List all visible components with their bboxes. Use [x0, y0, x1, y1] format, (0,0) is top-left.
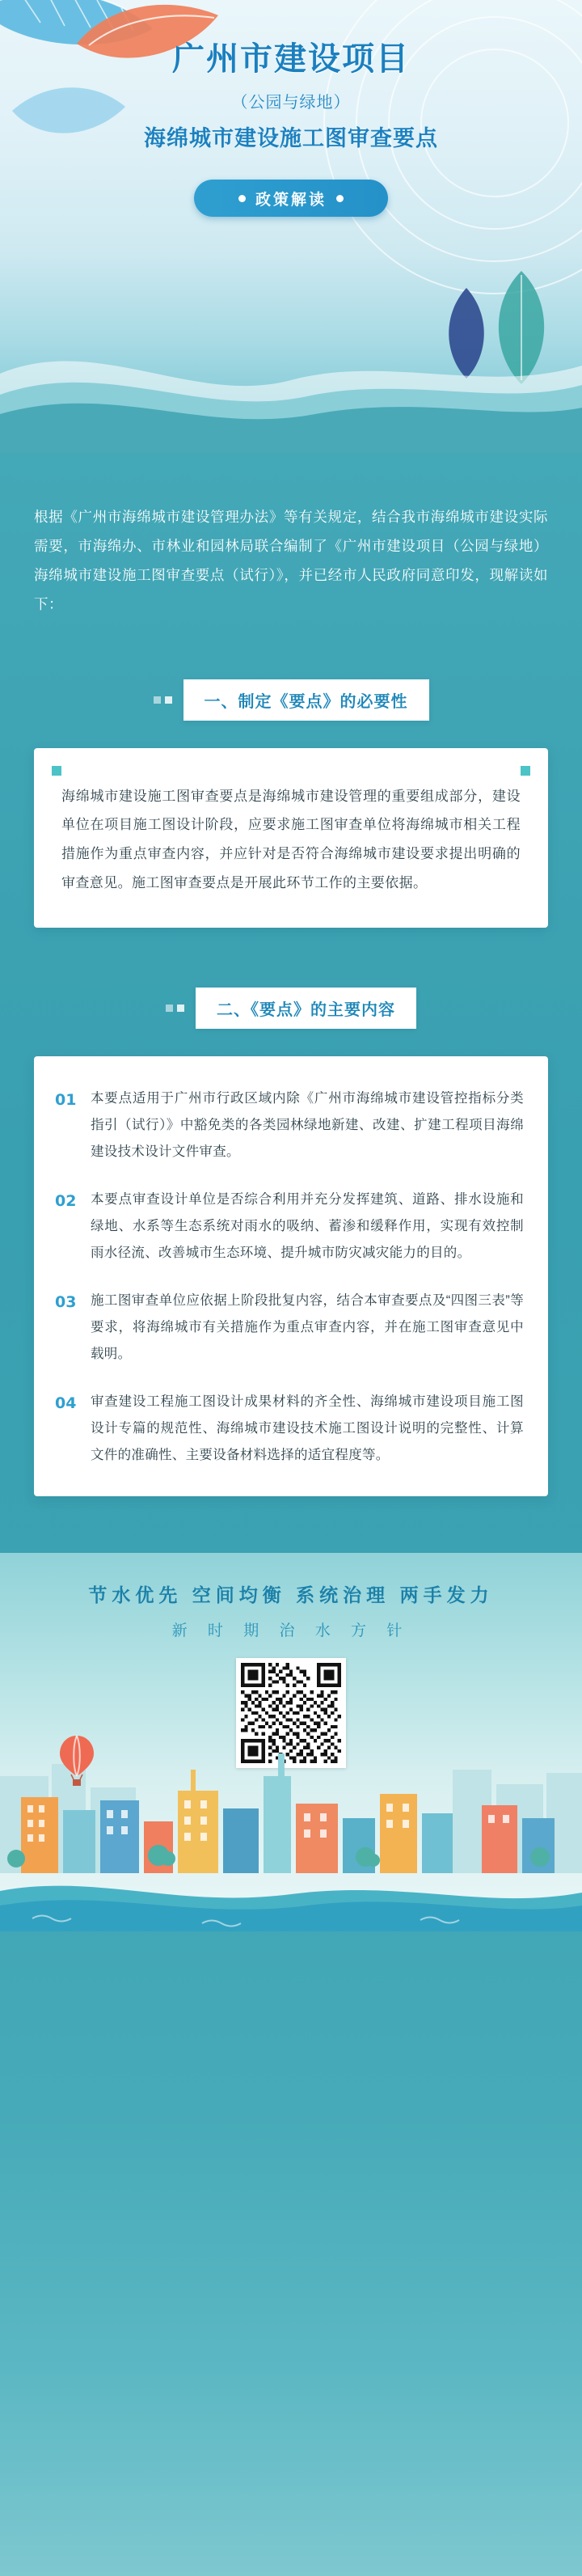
- section-2-card: [34, 1056, 548, 1496]
- list-item-number: 04: [55, 1394, 77, 1413]
- city-skyline-illustration: [0, 1719, 582, 1873]
- list-item-number: 02: [55, 1192, 77, 1211]
- list-item: [55, 1085, 524, 1165]
- footer-slogan-primary: 节水优先 空间均衡 系统治理 两手发力: [88, 1584, 494, 1606]
- list-item-text: 审查建设工程施工图设计成果材料的齐全性、海绵城市建设项目施工图设计专篇的规范性、海绵城市建设技术施工图设计说明的完整性、计算文件的准确性、主要设备材料选择的适宜程度等。: [91, 1394, 524, 1463]
- dot-icon: [336, 195, 344, 202]
- section-heading-1: [34, 679, 548, 721]
- section-1-body: 海绵城市建设施工图审查要点是海绵城市建设管理的重要组成部分，建设单位在项目施工图设计阶段，应要求施工图审查单位将海绵城市相关工程措施作为重点审查内容，并应针对是否符合海绵城市建设要求提出明确的审查意见。施工图审查要点是开展此环节工作的主要依据。: [61, 788, 521, 890]
- list-item: [55, 1288, 524, 1368]
- intro-paragraph: 根据《广州市海绵城市建设管理办法》等有关规定，结合我市海绵城市建设实际需要，市海绵办、市林业和园林局联合编制了《广州市建设项目（公园与绿地）海绵城市建设施工图审查要点（试行）》，并已经市人民政府同意印发，现解读如下：: [34, 509, 548, 612]
- badge-label: 政策解读: [255, 191, 327, 209]
- page-title: 广州市建设项目: [172, 41, 410, 77]
- page-subtitle-main: 海绵城市建设施工图审查要点: [144, 126, 438, 150]
- footer-slogan-secondary: 新 时 期 治 水 方 针: [171, 1622, 411, 1640]
- list-item-text: 施工图审查单位应依据上阶段批复内容，结合本审查要点及“四图三表”等要求，将海绵城市有关措施作为重点审查内容，并在施工图审查意见中载明。: [91, 1293, 524, 1362]
- title-block: [0, 39, 582, 217]
- corner-square-icon: [52, 766, 61, 776]
- hot-air-balloon-icon: [58, 1734, 95, 1796]
- content-area: [0, 503, 582, 1496]
- section-heading-2: [34, 988, 548, 1029]
- square-decor-icon: [154, 696, 172, 704]
- list-item: [55, 1186, 524, 1267]
- policy-interpretation-badge[interactable]: [194, 180, 388, 217]
- hero-banner: [0, 0, 582, 453]
- water-wave-decor: [0, 1873, 582, 1931]
- list-item: [55, 1389, 524, 1469]
- section-1-title: 一、制定《要点》的必要性: [183, 679, 429, 721]
- corner-square-icon: [521, 766, 530, 776]
- list-item-number: 01: [55, 1091, 77, 1110]
- footer-banner: [0, 1553, 582, 1931]
- section-1-card: [34, 748, 548, 928]
- page-subtitle-scope: （公园与绿地）: [231, 94, 351, 112]
- dot-icon: [238, 195, 246, 202]
- square-decor-icon: [166, 1005, 184, 1012]
- list-item-number: 03: [55, 1293, 77, 1312]
- section-2-title: 二、《要点》的主要内容: [196, 988, 416, 1029]
- list-item-text: 本要点审查设计单位是否综合利用并充分发挥建筑、道路、排水设施和绿地、水系等生态系统对雨水的吸纳、蓄渗和缓释作用，实现有效控制雨水径流、改善城市生态环境、提升城市防灾减灾能力的目的。: [91, 1192, 524, 1261]
- list-item-text: 本要点适用于广州市行政区域内除《广州市海绵城市建设管控指标分类指引（试行）》中豁免类的各类园林绿地新建、改建、扩建工程项目海绵建设技术设计文件审查。: [91, 1091, 524, 1160]
- wave-divider: [0, 317, 582, 453]
